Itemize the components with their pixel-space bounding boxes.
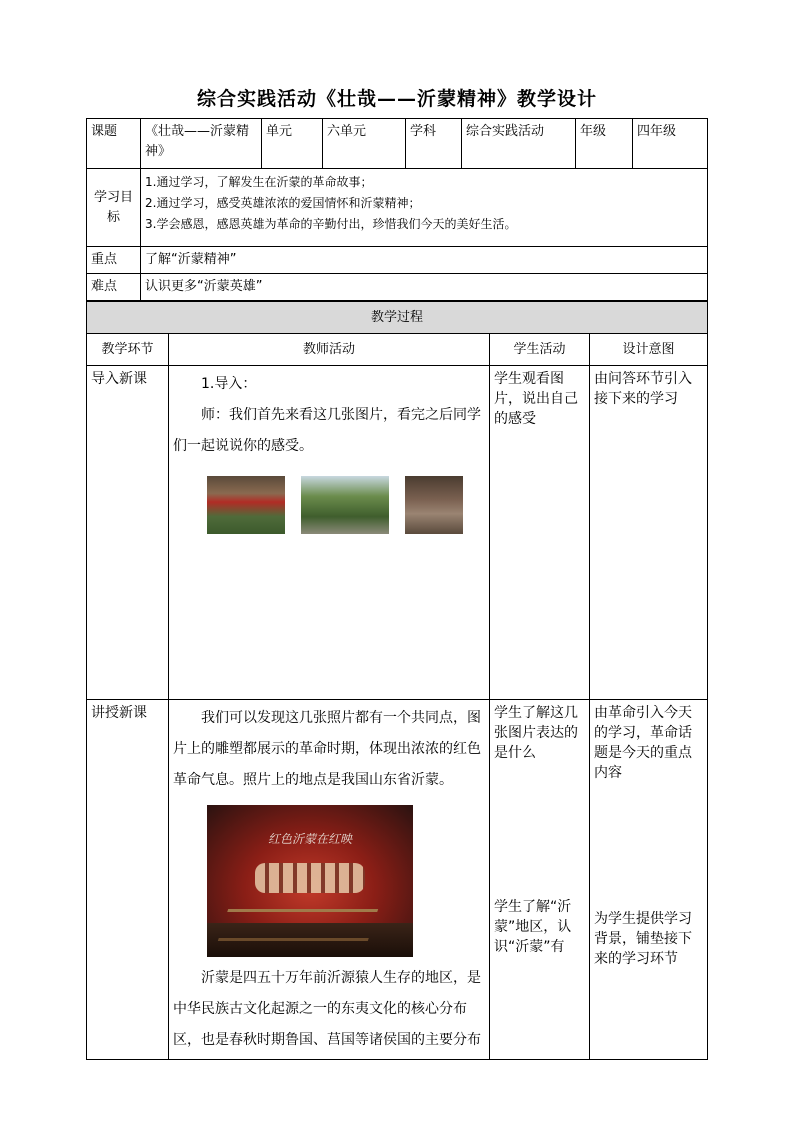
design-intent-cell: [590, 700, 708, 1060]
document-title: 综合实践活动《壮哉——沂蒙精神》教学设计: [196, 88, 597, 110]
goals-label: 学习目标: [87, 169, 141, 247]
column-header: 学生活动: [490, 334, 590, 366]
subject-label: 学科: [406, 119, 462, 169]
goal-item: 3.学会感恩，感恩英雄为革命的辛勤付出，珍惜我们今天的美好生活。: [145, 217, 517, 231]
photo-strip: [207, 476, 485, 534]
photo-banner-text: 红色沂蒙在红映: [267, 832, 352, 846]
student-text: 学生了解“沂蒙”地区，认识“沂蒙”有: [494, 899, 572, 955]
table-row: [87, 700, 708, 1060]
topic-label: 课题: [87, 119, 141, 169]
focus-label: 重点: [87, 247, 141, 274]
intent-text: 为学生提供学习背景，铺垫接下来的学习环节: [594, 911, 692, 967]
teacher-text: 我们可以发现这几张照片都有一个共同点，图片上的雕塑都展示的革命时期，体现出浓浓的红色革命气息。照片上的地点是我国山东省沂蒙。: [173, 710, 481, 788]
design-intent-cell: 由问答环节引入接下来的学习: [590, 366, 708, 700]
sculpture-faces: [255, 863, 365, 893]
goal-item: 2.通过学习，感受英雄浓浓的爱国情怀和沂蒙精神；: [145, 196, 421, 210]
column-header: 教学环节: [87, 334, 169, 366]
table-row: [87, 366, 708, 700]
grade-label: 年级: [576, 119, 633, 169]
column-header: 设计意图: [590, 334, 708, 366]
teaching-process-table: [86, 301, 708, 1060]
process-header: 教学过程: [87, 302, 708, 334]
sculpture-photo: [405, 476, 463, 534]
subject-value: 综合实践活动: [462, 119, 576, 169]
wooden-cart: [218, 909, 378, 941]
difficulty-value: 认识更多“沂蒙英雄”: [141, 274, 708, 301]
student-activity-cell: 学生观看图片，说出自己的感受: [490, 366, 590, 700]
teacher-text: 1.导入：: [201, 376, 257, 392]
unit-label: 单元: [262, 119, 323, 169]
stage-cell: 导入新课: [87, 366, 169, 700]
column-header: 教师活动: [169, 334, 490, 366]
teacher-activity-cell: [169, 366, 490, 700]
lesson-info-table: [86, 118, 708, 301]
teacher-text: 沂蒙是四五十万年前沂源猿人生存的地区，是中华民族古文化起源之一的东夷文化的核心分布区，也是春秋时期鲁国、莒国等诸侯国的主要分布: [173, 970, 481, 1048]
student-text: 学生了解这几张图片表达的是什么: [494, 705, 578, 761]
sculpture-photo: [207, 476, 285, 534]
unit-value: 六单元: [323, 119, 406, 169]
goal-item: 1.通过学习，了解发生在沂蒙的革命故事；: [145, 175, 373, 189]
difficulty-label: 难点: [87, 274, 141, 301]
goals-list: [141, 169, 708, 247]
student-activity-cell: [490, 700, 590, 1060]
grade-value: 四年级: [633, 119, 708, 169]
teacher-activity-cell: [169, 700, 490, 1060]
exhibition-photo: [207, 805, 413, 957]
teacher-text: 师：我们首先来看这几张图片，看完之后同学们一起说说你的感受。: [173, 407, 481, 454]
sculpture-photo: [301, 476, 389, 534]
topic-value: 《壮哉——沂蒙精神》: [141, 119, 262, 169]
stage-cell: 讲授新课: [87, 700, 169, 1060]
intent-text: 由革命引入今天的学习，革命话题是今天的重点内容: [594, 705, 692, 781]
focus-value: 了解“沂蒙精神”: [141, 247, 708, 274]
